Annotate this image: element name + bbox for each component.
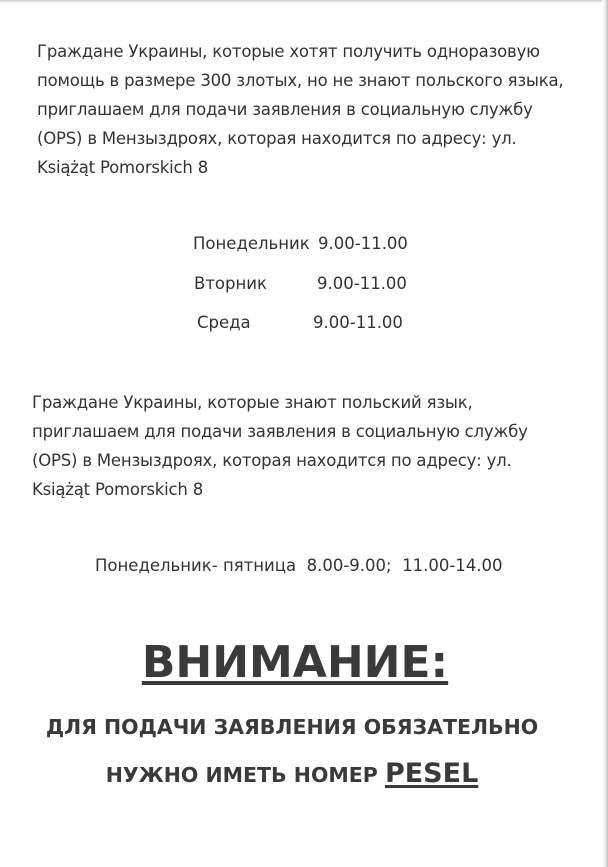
- schedule-time: 9.00-11.00: [313, 313, 403, 332]
- attention-heading-text: ВНИМАНИЕ:: [141, 637, 449, 688]
- paragraph-line: приглашаем для подачи заявления в социальную службу: [37, 100, 533, 119]
- paragraph-line: приглашаем для подачи заявления в социальную службу: [32, 422, 528, 441]
- schedule-time: 9.00-11.00: [317, 274, 407, 293]
- paragraph-line: (OPS) в Мензыздроях, которая находится по адресу: ул.: [37, 129, 517, 148]
- schedule-day: Вторник: [194, 274, 267, 293]
- paragraph-line: Książąt Pomorskich 8: [32, 480, 204, 499]
- paragraph-polish-speakers: [32, 388, 582, 504]
- pesel-emphasis: PESEL: [384, 758, 479, 789]
- paragraph-line: помощь в размере 300 злотых, но не знают польского языка,: [37, 71, 564, 90]
- schedule-time: 9.00-11.00: [318, 234, 408, 253]
- paragraph-line: Książąt Pomorskich 8: [37, 158, 209, 177]
- attention-note-line-1: ДЛЯ ПОДАЧИ ЗАЯВЛЕНИЯ ОБЯЗАТЕЛЬНО: [45, 715, 539, 739]
- paragraph-line: Граждане Украины, которые хотят получить одноразовую: [37, 42, 540, 61]
- attention-note-prefix: НУЖНО ИМЕТЬ НОМЕР: [105, 763, 378, 787]
- scan-edge-top: [0, 0, 608, 3]
- schedule-day: Понедельник: [193, 234, 310, 253]
- paragraph-non-polish-speakers: [37, 37, 587, 182]
- scan-edge-right: [602, 0, 608, 867]
- paragraph-line: (OPS) в Мензыздроях, которая находится по адресу: ул.: [32, 451, 512, 470]
- attention-heading: [0, 635, 590, 691]
- paragraph-line: Граждане Украины, которые знают польский язык,: [32, 393, 473, 412]
- schedule-day: Среда: [197, 313, 251, 332]
- weekday-hours: Понедельник- пятница 8.00-9.00; 11.00-14.00: [95, 556, 503, 575]
- attention-note-line-2: [0, 757, 584, 792]
